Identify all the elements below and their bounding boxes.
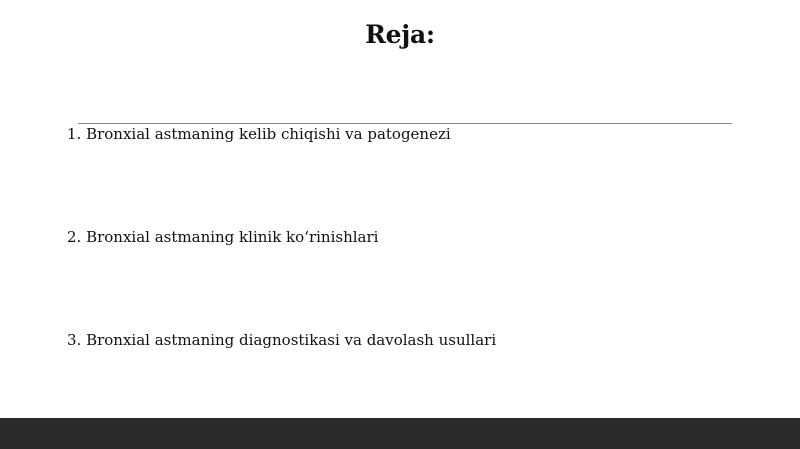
plan-item-2: 2. Bronxial astmaning klinik ko‘rinishlari	[67, 228, 379, 246]
bottom-bar	[0, 418, 800, 449]
divider-line	[78, 123, 732, 124]
plan-item-1: 1. Bronxial astmaning kelib chiqishi va patogenezi	[67, 125, 451, 143]
plan-item-3: 3. Bronxial astmaning diagnostikasi va davolash usullari	[67, 331, 497, 349]
slide-title: Reja:	[365, 20, 435, 49]
